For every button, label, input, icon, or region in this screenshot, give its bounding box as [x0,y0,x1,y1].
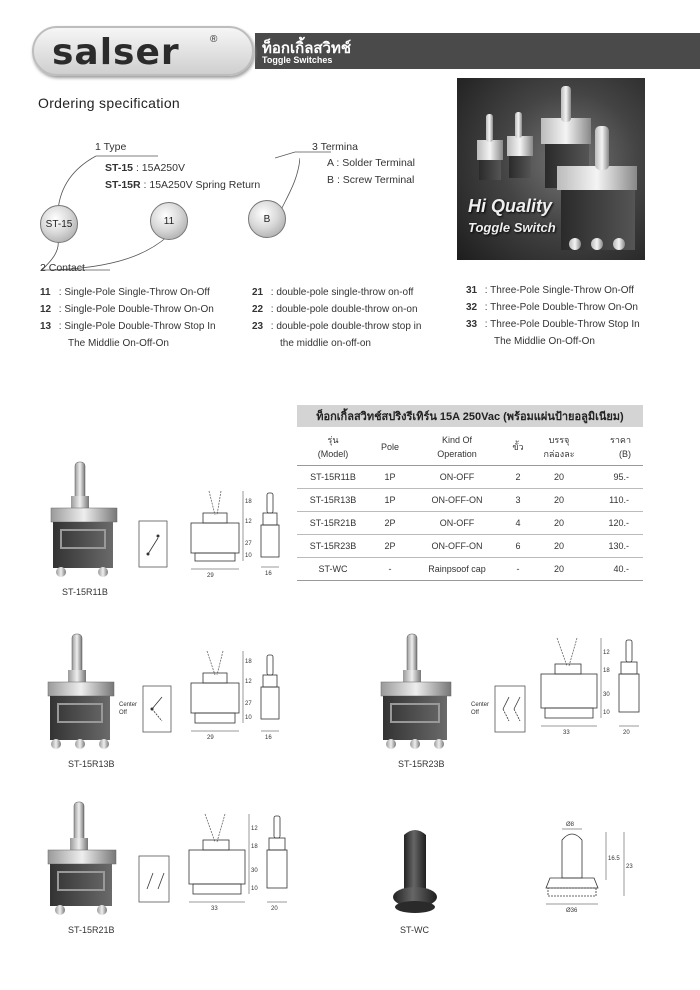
cell-pins: 3 [503,488,533,511]
contact-list-single-pole [40,284,216,352]
dim-base-diameter: Ø36 [566,908,578,914]
cell-pole: 1P [369,488,411,511]
table-header-row [297,429,643,465]
dim-width: 33 [211,906,218,912]
list-item: 21 : double-pole single-throw on-off [252,287,414,298]
dim-lever: 18 [245,659,252,665]
header-pole: Pole [369,429,411,465]
st15r11b-photo [45,460,120,580]
header-pack: บรรจุ กล่องละ [533,429,585,465]
dim-neck: 12 [603,650,610,656]
st15r13b-photo [42,632,120,754]
st15r23b-dimension-drawing [537,632,652,737]
header-kind: Kind Of Operation [411,429,503,465]
cell-price: 110.- [585,488,643,511]
brand-registered-mark: ® [210,34,218,45]
type-item-st15r: ST-15R : 15A250V Spring Return [105,179,261,191]
dim-depth: 16 [265,735,272,741]
type-label: 1 Type [95,141,127,153]
dim-width: 29 [207,573,214,577]
cell-price: 130.- [585,534,643,557]
center-off-label-st15r23b: Center Off [471,702,490,716]
ball-termina: B [248,200,286,238]
dim-terminal: 10 [245,715,252,721]
dim-lever: 18 [245,499,252,505]
header-title-english: Toggle Switches [262,55,333,65]
contact-list-three-pole [466,282,640,350]
list-item: 31 : Three-Pole Single-Throw On-Off [466,285,634,296]
st15r23b-circuit-symbol [494,685,526,733]
dim-body: 27 [245,701,252,707]
st15r11b-dimension-drawing [185,487,295,577]
cell-model: ST-WC [297,557,369,580]
list-item: 12 : Single-Pole Double-Throw On-On [40,304,214,315]
dim-lever: 18 [603,668,610,674]
type-item-st15: ST-15 : 15A250V [105,162,185,174]
header-price: ราคา (B) [585,429,643,465]
table-row [297,465,643,488]
price-table [297,429,643,581]
table-row [297,534,643,557]
list-item: 13 : Single-Pole Double-Throw Stop In [40,321,216,332]
price-table-title: ท็อกเกิ้ลสวิทช์สปริงรีเทิร์น 15A 250Vac (พร้อมแผ่นป้ายอลูมิเนียม) [297,405,643,427]
st15r21b-dimension-drawing [185,808,300,913]
list-item: 33 : Three-Pole Double-Throw Stop In [466,319,640,330]
caption-st15r13b: ST-15R13B [68,759,115,769]
list-item: 32 : Three-Pole Double-Throw On-On [466,302,638,313]
list-item: 11 : Single-Pole Single-Throw On-Off [40,287,210,298]
dim-neck: 12 [245,679,252,685]
cell-pins: 4 [503,511,533,534]
contact-label: 2 Contact [40,262,85,274]
photo-caption-line1: Hi Quality [468,196,553,216]
list-item-continuation: The Middlie On-Off-On [68,338,169,349]
st15r11b-circuit-symbol [138,520,168,568]
caption-st15r11b: ST-15R11B [62,587,108,597]
dim-lever: 18 [251,844,258,850]
contact-list-double-pole [252,284,421,352]
dim-neck: 12 [251,826,258,832]
cell-model: ST-15R11B [297,465,369,488]
dim-body: 30 [603,692,610,698]
brand-name: salser [52,32,180,73]
cell-kind: ON-OFF-ON [411,488,503,511]
cell-price: 95.- [585,465,643,488]
cell-pack: 20 [533,534,585,557]
dim-width: 29 [207,735,214,741]
st-wc-dimension-drawing [540,818,650,918]
dim-terminal: 10 [245,553,252,559]
dim-width: 33 [563,730,570,736]
cell-model: ST-15R13B [297,488,369,511]
caption-st15r21b: ST-15R21B [68,925,115,935]
cell-pole: 2P [369,511,411,534]
dim-top-diameter: Ø8 [566,822,575,828]
dim-cap-height: 16.5 [608,856,620,862]
st15r21b-photo [42,800,122,920]
cell-pack: 20 [533,488,585,511]
dim-total-height: 23 [626,864,633,870]
cell-pole: - [369,557,411,580]
cell-pins: 2 [503,465,533,488]
cell-kind: ON-OFF-ON [411,534,503,557]
list-item: 23 : double-pole double-throw stop in [252,321,422,332]
header-model: รุ่น (Model) [297,429,369,465]
cell-model: ST-15R21B [297,511,369,534]
cell-pack: 20 [533,511,585,534]
dim-depth: 20 [623,730,630,736]
cell-price: 120.- [585,511,643,534]
table-row [297,557,643,580]
dim-terminal: 10 [251,886,258,892]
cell-pins: - [503,557,533,580]
photo-caption-line2: Toggle Switch [468,220,556,235]
dim-depth: 16 [265,571,272,577]
caption-st-wc: ST-WC [400,925,429,935]
cell-price: 40.- [585,557,643,580]
dim-depth: 20 [271,906,278,912]
cell-pack: 20 [533,465,585,488]
termina-item-b: B : Screw Terminal [327,174,415,186]
dim-body: 30 [251,868,258,874]
caption-st15r23b: ST-15R23B [398,759,445,769]
termina-item-a: A : Solder Terminal [327,157,415,169]
cell-pole: 1P [369,465,411,488]
list-item-continuation: The Middlie On-Off-On [494,336,595,347]
termina-label: 3 Termina [312,141,358,153]
st15r23b-photo [375,632,457,754]
cell-pole: 2P [369,534,411,557]
cell-model: ST-15R23B [297,534,369,557]
st15r13b-dimension-drawing [185,647,295,742]
header-title-thai: ท็อกเกิ้ลสวิทช์ [262,39,352,57]
list-item-continuation: the middlie on-off-on [280,338,371,349]
cell-pins: 6 [503,534,533,557]
header-pins: ขั้ว [503,429,533,465]
center-off-label-st15r13b: Center Off [119,702,138,716]
cell-kind: Rainpsoof cap [411,557,503,580]
cell-pack: 20 [533,557,585,580]
cell-kind: ON-OFF [411,511,503,534]
table-row [297,511,643,534]
dim-neck: 12 [245,519,252,525]
dim-body: 27 [245,541,252,547]
st15r13b-circuit-symbol [142,685,172,733]
st15r21b-circuit-symbol [138,855,170,903]
ordering-title: Ordering specification [38,95,180,111]
dim-terminal: 10 [603,710,610,716]
ball-contact: 11 [150,202,188,240]
table-row [297,488,643,511]
cell-kind: ON-OFF [411,465,503,488]
ball-type: ST-15 [40,205,78,243]
list-item: 22 : double-pole double-throw on-on [252,304,418,315]
st-wc-photo [390,825,440,920]
